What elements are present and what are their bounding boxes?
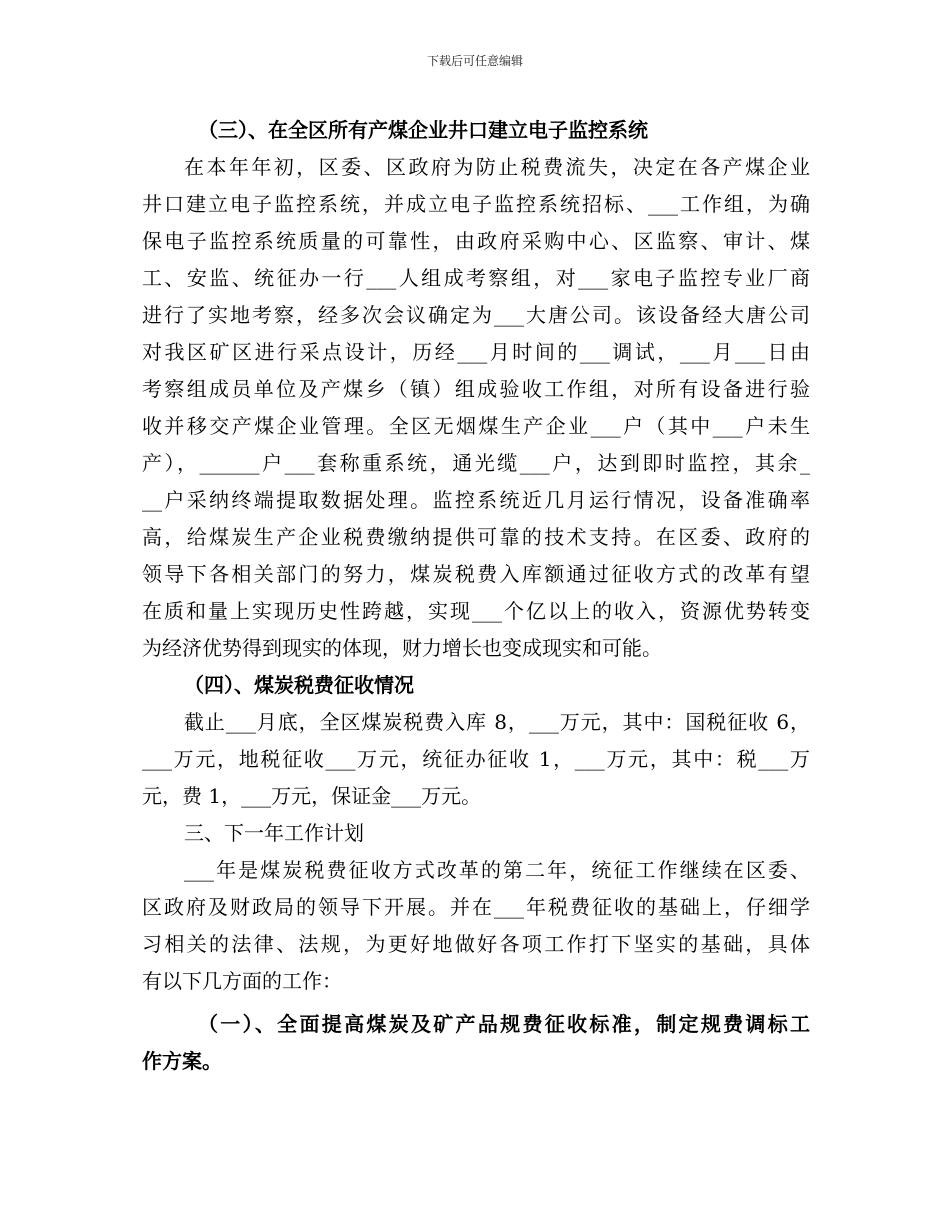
paragraph-line: ___万元，地税征收___万元，统征办征收 1，___万元，其中：税___万 xyxy=(142,747,810,771)
plan-heading: 三、下一年工作计划 xyxy=(184,821,364,845)
paragraph-line: 考察组成员单位及产煤乡（镇）组成验收工作组，对所有设备进行验 xyxy=(142,377,810,401)
paragraph-line: ___年是煤炭税费征收方式改革的第二年，统征工作继续在区委、 xyxy=(184,858,810,882)
section-heading-3: （三）、在全区所有产煤企业井口建立电子监控系统 xyxy=(198,118,648,142)
section-heading-4: （四）、煤炭税费征收情况 xyxy=(184,673,414,697)
item-1-heading xyxy=(142,1006,810,1080)
paragraph-line: 对我区矿区进行采点设计，历经___月时间的___调试，___月___日由 xyxy=(142,340,810,364)
paragraph-line: 收并移交产煤企业管理。全区无烟煤生产企业___户（其中___户未生 xyxy=(142,414,810,438)
paragraph-line: 在质和量上实现历史性跨越，实现___个亿以上的收入，资源优势转变 xyxy=(142,599,810,623)
paragraph-line: 有以下几方面的工作： xyxy=(142,969,342,993)
paragraph-line: 区政府及财政局的领导下开展。并在___年税费征收的基础上，仔细学 xyxy=(142,895,810,919)
section-3-paragraph xyxy=(142,149,810,667)
paragraph-line: 领导下各相关部门的努力，煤炭税费入库额通过征收方式的改革有望 xyxy=(142,562,810,586)
paragraph-line: 产），______户___套称重系统，通光缆___户，达到即时监控，其余_ xyxy=(142,451,810,475)
paragraph-line: 元，费 1，___万元，保证金___万元。 xyxy=(142,784,482,808)
paragraph-line: 保电子监控系统质量的可靠性，由政府采购中心、区监察、审计、煤 xyxy=(142,229,810,253)
paragraph-line: 习相关的法律、法规，为更好地做好各项工作打下坚实的基础，具体 xyxy=(142,932,810,956)
section-4-paragraph xyxy=(142,704,810,815)
page-header: 下载后可任意编辑 xyxy=(426,54,523,68)
paragraph-line: 在本年年初，区委、区政府为防止税费流失，决定在各产煤企业 xyxy=(184,155,810,179)
paragraph-line: 高，给煤炭生产企业税费缴纳提供可靠的技术支持。在区委、政府的 xyxy=(142,525,810,549)
paragraph-line: 井口建立电子监控系统，并成立电子监控系统招标、___工作组，为确 xyxy=(142,192,810,216)
document-body xyxy=(142,112,810,1080)
item-heading-line: （一）、全面提高煤炭及矿产品规费征收标准，制定规费调标工 xyxy=(198,1012,810,1036)
item-heading-line: 作方案。 xyxy=(142,1049,222,1073)
paragraph-line: 进行了实地考察，经多次会议确定为___大唐公司。该设备经大唐公司 xyxy=(142,303,810,327)
paragraph-line: 截止___月底，全区煤炭税费入库 8，___万元，其中：国税征收 6， xyxy=(184,710,810,734)
plan-paragraph xyxy=(142,852,810,1000)
paragraph-line: 为经济优势得到现实的体现，财力增长也变成现实和可能。 xyxy=(142,636,662,660)
paragraph-line: __户采纳终端提取数据处理。监控系统近几月运行情况，设备准确率 xyxy=(142,488,810,512)
paragraph-line: 工、安监、统征办一行___人组成考察组，对___家电子监控专业厂商 xyxy=(142,266,810,290)
